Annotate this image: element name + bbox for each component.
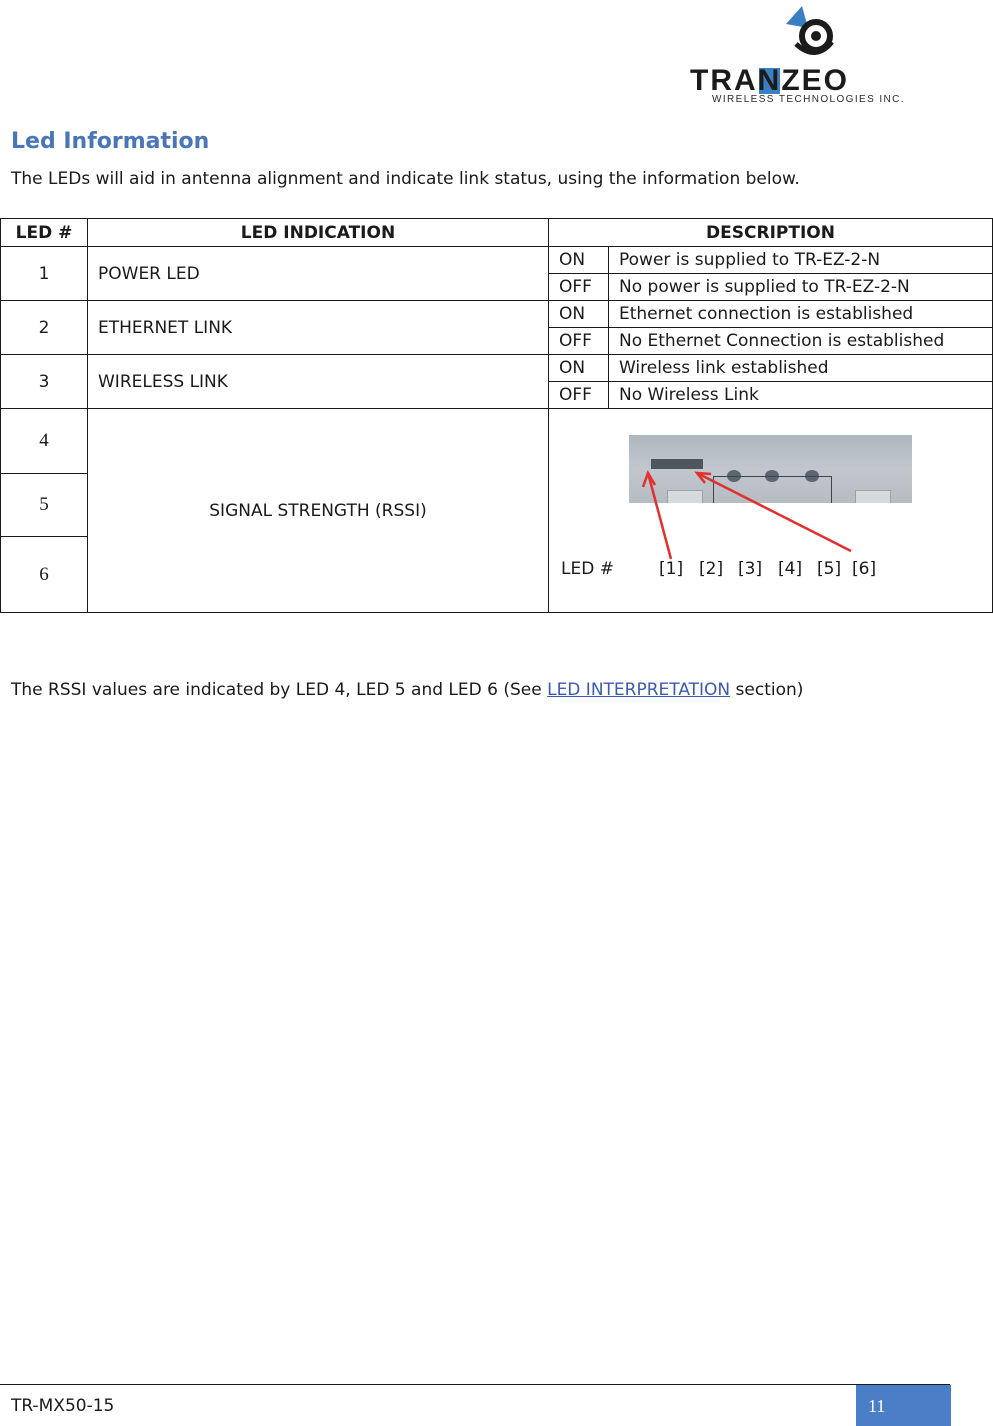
- rssi-note: [11, 680, 803, 700]
- state-description: Ethernet connection is established: [609, 301, 993, 328]
- logo-word-part: N: [757, 64, 782, 97]
- photo-trace: [831, 476, 832, 503]
- page-number: 11: [868, 1396, 886, 1416]
- logo-wordmark: [690, 64, 849, 98]
- state-on: ON: [549, 355, 609, 382]
- led-info-table: [0, 218, 993, 613]
- led-number: 1: [1, 247, 88, 301]
- rssi-note-text: The RSSI values are indicated by LED 4, LED 5 and LED 6 (See: [11, 680, 548, 700]
- table-row: [1, 409, 993, 474]
- header-led-number: LED #: [1, 219, 88, 247]
- led-number: 6: [1, 537, 88, 613]
- logo-tagline: WIRELESS TECHNOLOGIES INC.: [712, 94, 905, 105]
- state-description: Wireless link established: [609, 355, 993, 382]
- led-number: 5: [1, 474, 88, 537]
- led-position: [1]: [659, 559, 684, 579]
- footer-divider: [0, 1384, 950, 1385]
- led-position: [6]: [852, 559, 877, 579]
- photo-clip: [667, 490, 703, 503]
- led-indication: WIRELESS LINK: [88, 355, 549, 409]
- led-number: 4: [1, 409, 88, 474]
- led-interpretation-link[interactable]: LED INTERPRETATION: [547, 680, 731, 700]
- table-row: [1, 355, 993, 382]
- logo-word-part: TRA: [690, 64, 758, 97]
- state-description: Power is supplied to TR-EZ-2-N: [609, 247, 993, 274]
- rssi-indication: SIGNAL STRENGTH (RSSI): [88, 409, 549, 613]
- photo-trace: [713, 476, 714, 503]
- led-position: [5]: [817, 559, 842, 579]
- led-position: [2]: [699, 559, 724, 579]
- header-description: DESCRIPTION: [549, 219, 993, 247]
- state-off: OFF: [549, 382, 609, 409]
- rssi-note-text: section): [730, 680, 804, 700]
- page-number-box: [856, 1385, 951, 1426]
- led-position: [4]: [778, 559, 803, 579]
- state-off: OFF: [549, 274, 609, 301]
- led-indication: ETHERNET LINK: [88, 301, 549, 355]
- tranzeo-logo: [686, 4, 942, 108]
- state-description: No Wireless Link: [609, 382, 993, 409]
- logo-word-part: ZEO: [781, 64, 849, 97]
- led-number: 3: [1, 355, 88, 409]
- table-row: [1, 301, 993, 328]
- footer-doc-id: TR-MX50-15: [11, 1396, 115, 1416]
- led-strip: [651, 459, 703, 469]
- led-photo-cell: [549, 409, 993, 613]
- state-on: ON: [549, 247, 609, 274]
- led-number-label: LED #: [561, 559, 614, 579]
- section-title: Led Information: [11, 129, 210, 154]
- logo-emblem-icon: [782, 4, 862, 64]
- photo-trace: [713, 476, 831, 477]
- table-row: [1, 247, 993, 274]
- led-position: [3]: [738, 559, 763, 579]
- led-number: 2: [1, 301, 88, 355]
- intro-text: The LEDs will aid in antenna alignment and indicate link status, using the information below.: [11, 169, 800, 189]
- state-on: ON: [549, 301, 609, 328]
- state-description: No Ethernet Connection is established: [609, 328, 993, 355]
- photo-clip: [855, 490, 891, 503]
- state-off: OFF: [549, 328, 609, 355]
- device-led-photo: [629, 435, 912, 503]
- header-led-indication: LED INDICATION: [88, 219, 549, 247]
- state-description: No power is supplied to TR-EZ-2-N: [609, 274, 993, 301]
- table-header-row: [1, 219, 993, 247]
- led-indication: POWER LED: [88, 247, 549, 301]
